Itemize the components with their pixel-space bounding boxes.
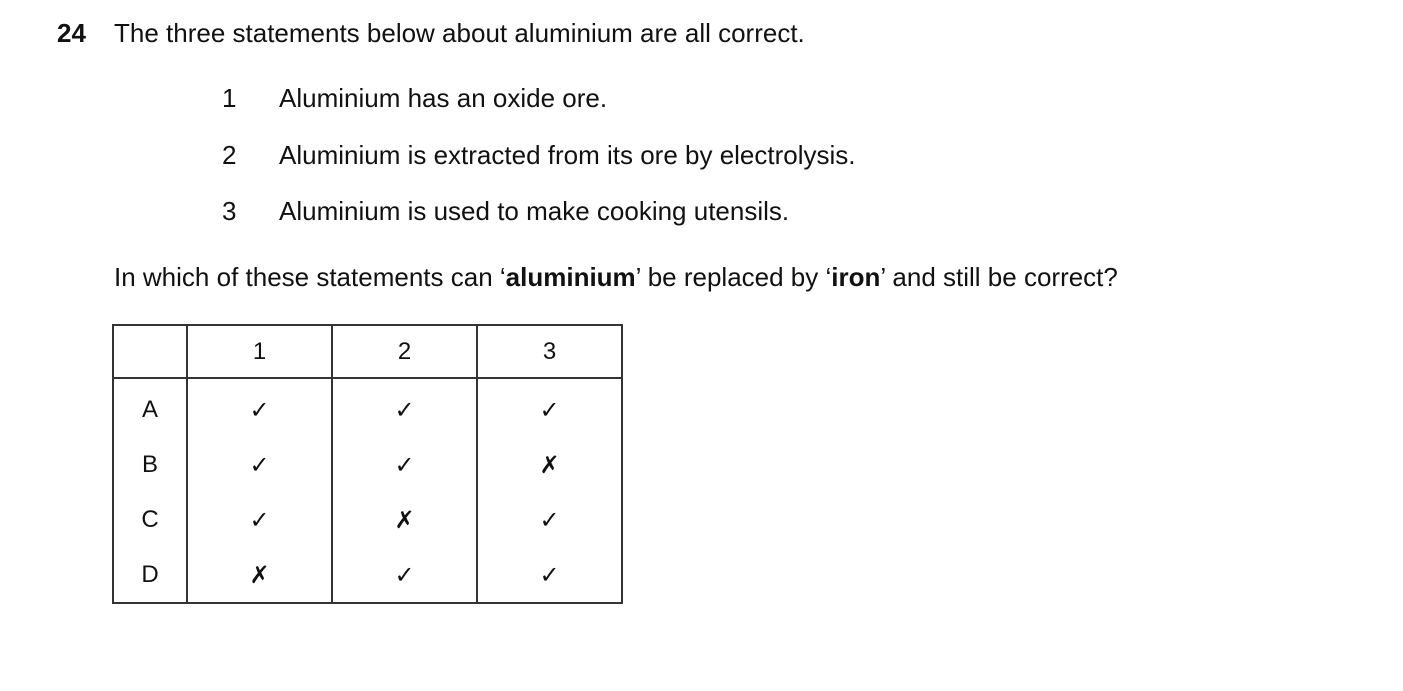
option-row-a[interactable] [113,378,622,437]
header-cell-2: 2 [332,325,477,378]
header-cell-empty [113,325,187,378]
statement-number: 2 [222,140,237,170]
check-mark-icon: ✓ [187,492,332,547]
prompt-bold-aluminium: aluminium [505,262,636,292]
check-mark-icon: ✓ [477,378,622,437]
header-cell-3: 3 [477,325,622,378]
header-cell-1: 1 [187,325,332,378]
question-number: 24 [57,18,86,48]
check-mark-icon: ✓ [332,437,477,492]
statement-3 [222,195,789,227]
check-mark-icon: ✓ [477,492,622,547]
check-mark-icon: ✓ [187,378,332,437]
statement-text: Aluminium is extracted from its ore by electrolysis. [279,140,856,170]
option-row-b[interactable] [113,437,622,492]
check-mark-icon: ✓ [332,378,477,437]
option-letter: A [113,378,187,437]
check-mark-icon: ✓ [187,437,332,492]
cross-mark-icon: ✗ [477,437,622,492]
cross-mark-icon: ✗ [332,492,477,547]
question-prompt [114,261,1118,293]
statement-number: 1 [222,83,237,113]
option-letter: C [113,492,187,547]
check-mark-icon: ✓ [332,547,477,603]
statement-text: Aluminium is used to make cooking utensils. [279,196,790,226]
option-row-d[interactable] [113,547,622,603]
cross-mark-icon: ✗ [187,547,332,603]
option-letter: D [113,547,187,603]
statement-number: 3 [222,196,237,226]
options-table [112,324,623,604]
prompt-text: ’ and still be correct? [880,262,1118,292]
statement-2 [222,139,856,171]
statement-text: Aluminium has an oxide ore. [279,83,608,113]
statement-1 [222,82,607,114]
prompt-text: In which of these statements can ‘ [114,262,506,292]
option-row-c[interactable] [113,492,622,547]
table-header-row [113,325,622,378]
check-mark-icon: ✓ [477,547,622,603]
option-letter: B [113,437,187,492]
question-intro: The three statements below about aluminium are all correct. [114,18,805,48]
prompt-bold-iron: iron [831,262,881,292]
prompt-text: ’ be replaced by ‘ [635,262,832,292]
